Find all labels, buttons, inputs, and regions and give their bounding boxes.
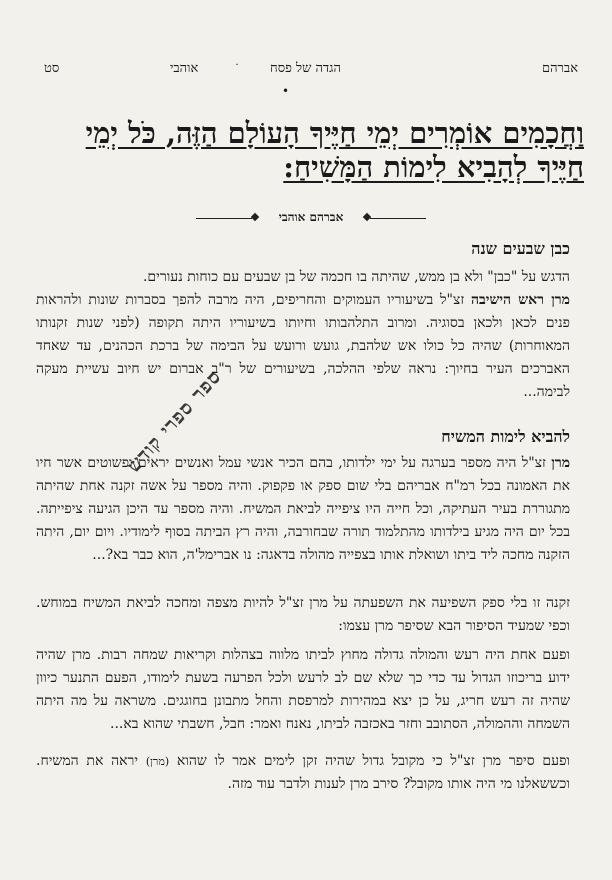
paragraph-3 [36,592,570,638]
byline-divider [196,210,426,224]
paragraph-2-bold: מרן [551,455,570,471]
divider-line-right [370,218,426,219]
paragraph-1-text: זצ"ל בשיעוריו העמוקים והחריפים, היה מרבה להפך בסברות שונות ולהראות פנים לכאן ולכאן בסוגיה. ומרוב התלהבותו וחיותו בשיעוריו היתה תקופה (לפני שנות זקנותו המאוחרות) שהיה כל כולו אש שלהבת, גועש ורועש על הבימה של ברכת הכהנים, עד שאחד האברכים העיר בחיוך: נראה שלפי ההלכה, בשיעורים של ר"ב אברום יש חיוב עשיית מעקה לבימה... [36,292,570,400]
header-author-last: אוהבי [170,61,199,76]
paragraph-4 [36,644,570,736]
main-title: וַחֲכָמִים אוֹמְרִים יְמֵי חַיֶּיךָ הָעוֹלָם הַזֶּה, כֹּל יְמֵי חַיֶּיךָ לְהָבִיא לִימוֹת הַמָּשִׁיחַ: [85,116,584,184]
paragraph-5-paren: (מרן) [145,755,170,768]
paragraph-5 [36,750,570,796]
paragraph-1-line1: הדגש על "כבן" ולא בן ממש, שהיתה בו חכמה של בן שבעים עם כוחות נעורים. [142,269,570,285]
paragraph-3-text: זקנה זו בלי ספק השפיעה את השפעתה על מרן זצ"ל להיות מצפה ומחכה לביאת המשיח במוחש. וכפי שמעיד הסיפור הבא שסיפר מרן עצמו: [36,595,570,634]
section-heading-2: להביא לימות המשיח [441,427,570,446]
library-stamp: ספר ספרי קודש [122,365,226,477]
paragraph-5-start: ופעם סיפר מרן זצ"ל כי מקובל גדול שהיה זקן לימים אמר לו שהוא [169,753,570,769]
paragraph-5-end: יראה את המשיח. וכששאלנו מי היה אותו מקובל? סירב מרן לענות ולדבר עוד מזה. [36,753,570,792]
byline: אברהם אוהבי [278,210,344,224]
divider-diamond-right [363,213,371,221]
header-book-title: הגדה של פסח [270,61,341,76]
divider-line-left [196,218,252,219]
divider-diamond-left [251,213,259,221]
running-header [30,60,582,84]
paragraph-1 [36,266,570,404]
paragraph-1-bold: מרן ראש הישיבה [470,292,570,308]
page-number: סט [44,61,60,76]
paragraph-4-text: ופעם אחת היה רעש והמולה גדולה מחוץ לביתו מלווה בצהלות וקריאות שמחה רבות. מרן שהיה ידוע בריכוזו הגדול עד כדי כך שלא שם לב לרעש ולכל הפרעה בשעת לימודו, הפעם התנער כיוון שהיה זה רעש חריג, על כן יצא במהירות למרפסת והחל מתבונן בחוגגים. משראה על מה היתה השמחה וההמולה, הסתובב וחזר באכזבה לביתו, נאנח ואמר: חבל, חשבתי שהוא בא... [36,647,571,732]
section-heading-1: כבן שבעים שנה [471,239,570,258]
header-dot: • [282,84,290,98]
paragraph-2-text: זצ"ל היה מספר בערגה על ימי ילדותו, בהם הכיר אנשי עמל ואנשים יראים ופשוטים אשר חיו את האמונה בכל רמ"ח אבריהם בלי שום ספק או פקפוק. והיה מספר על אשה זקנה אחת שהיתה מתגוררת בעיר העתיקה, וכל חייה היו ציפייה לביאת המשיח. והיה מספר עד היכן הגיעה ציפייתה. בכל יום היה מגיע בילדותו מהתלמוד תורה שבחורבה, והיה רץ הביתה בסוף לימודיו. ויום יום, היתה הזקנה מחכה ליד ביתו ושואלת אותו בצפייה מהולה בדאגה: נו אברימל'ה, הוא כבר בא?... [36,455,570,563]
header-author-first: אברהם [541,61,578,76]
header-ornament: ˙ [234,62,240,76]
